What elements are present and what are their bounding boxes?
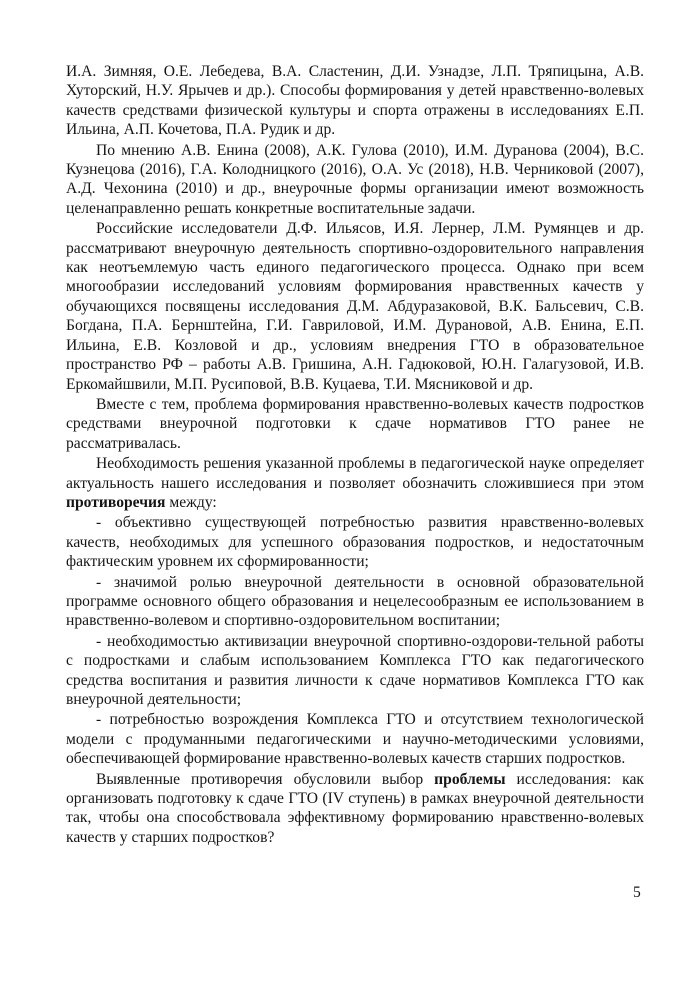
paragraph-5-text-before: Необходимость решения указанной проблемы в педагогической науке определяет актуальность нашего исследования и позволяет обозначить сложившиеся при этом bbox=[66, 455, 644, 492]
paragraph-10 bbox=[66, 770, 644, 848]
paragraph-5-text-after: между: bbox=[165, 493, 217, 511]
contradiction-item-3: - необходимостью активизации внеурочной спортивно-оздорови-тельной работы с подростками и слабым использованием Комплекса ГТО как педагогического средства воспитания и развития личности к сдаче нормативов Комплекса ГТО как внеурочной деятельности; bbox=[66, 632, 644, 708]
problem-term: проблемы bbox=[434, 770, 506, 788]
document-page bbox=[66, 62, 644, 848]
contradictions-term: противоречия bbox=[66, 493, 166, 511]
paragraph-1: И.А. Зимняя, О.Е. Лебедева, В.А. Сластенин, Д.И. Узнадзе, Л.П. Тряпицына, А.В. Хуторский, Н.У. Ярычев и др.). Способы формирования у детей нравственно-волевых качеств средствами физической культуры и спорта отражены в исследованиях Е.П. Ильина, А.П. Кочетова, П.А. Рудик и др. bbox=[66, 63, 644, 139]
contradiction-item-2: - значимой ролью внеурочной деятельности в основной образовательной программе основного общего образования и нецелесообразным ее использованием в нравственно-волевом и спортивно-оздоровительном воспитании; bbox=[66, 573, 644, 630]
paragraph-3: Российские исследователи Д.Ф. Ильясов, И.Я. Лернер, Л.М. Румянцев и др. рассматривают внеурочную деятельность спортивно-оздоровительного направления как неотъемлемую часть единого педагогического процесса. Однако при всем многообразии исследований условиям формирования нравственных качеств у обучающихся посвящены исследования Д.М. Абдуразаковой, В.К. Бальсевич, С.В. Богдана, П.А. Бернштейна, Г.И. Гавриловой, И.М. Дурановой, А.В. Енина, Е.П. Ильина, Е.В. Козловой и др., условиям внедрения ГТО в образовательное пространство РФ – работы А.В. Гришина, А.Н. Гадюковой, Ю.Н. Галагузовой, И.В. Еркомайшвили, М.П. Русиповой, В.В. Куцаева, Т.И. Мясниковой и др. bbox=[66, 220, 644, 393]
paragraph-10-text-before: Выявленные противоречия обусловили выбор bbox=[96, 770, 435, 788]
paragraph-10-text-after: исследования: как организовать подготовку к сдаче ГТО (IV ступень) в рамках внеурочной деятельности так, чтобы она способствовала эффективному формированию нравственно-волевых качеств у старших подростков? bbox=[66, 770, 644, 846]
contradiction-item-4: - потребностью возрождения Комплекса ГТО и отсутствием технологической модели с продуманными педагогическими и научно-методическими условиями, обеспечивающей формирование нравственно-волевых качеств старших подростков. bbox=[66, 711, 644, 768]
paragraph-5 bbox=[66, 454, 644, 512]
paragraph-4: Вместе с тем, проблема формирования нравственно-волевых качеств подростков средствами внеурочной подготовки к сдаче нормативов ГТО ранее не рассматривалась. bbox=[66, 395, 644, 452]
contradiction-item-1: - объективно существующей потребностью развития нравственно-волевых качеств, необходимых для успешного образования подростков, и недостаточным фактическим уровнем их сформированности; bbox=[66, 514, 644, 571]
page-number: 5 bbox=[633, 884, 641, 901]
paragraph-2: По мнению А.В. Енина (2008), А.К. Гулова (2010), И.М. Дуранова (2004), В.С. Кузнецова (2016), Г.А. Колодницкого (2016), О.А. Ус (2018), Н.В. Черниковой (2007), А.Д. Чехонина (2010) и др., внеурочные формы организации имеют возможность целенаправленно решать конкретные воспитательные задачи. bbox=[66, 141, 644, 217]
